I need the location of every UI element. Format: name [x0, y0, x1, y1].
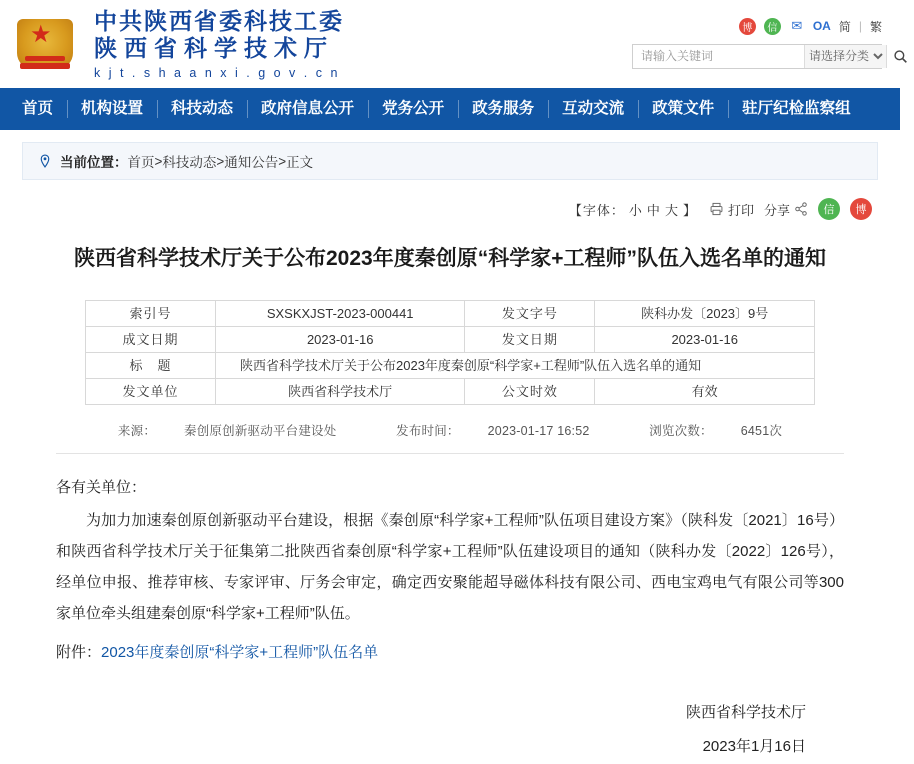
nav-item-organization[interactable]: 机构设置 [67, 88, 157, 130]
nav-item-home[interactable]: 首页 [22, 100, 54, 117]
table-row [86, 353, 815, 379]
info-value-validity: 有效 [595, 379, 815, 405]
font-size-label-open: 【字体： [568, 202, 625, 218]
font-size-medium[interactable]: 中 [646, 202, 661, 218]
site-title-block [84, 8, 344, 80]
meta-publish-value: 2023-01-17 16:52 [487, 424, 590, 438]
nav-item-interaction[interactable]: 互动交流 [548, 88, 638, 130]
org-name-line1: 中共陕西省委科技工委 [94, 8, 344, 34]
info-label-index: 索引号 [86, 301, 216, 327]
breadcrumb-item-article[interactable]: 正文 [286, 155, 314, 170]
info-value-subject: 陕西省科学技术厅关于公布2023年度秦创原“科学家+工程师”队伍入选名单的通知 [216, 353, 815, 379]
table-row [86, 301, 815, 327]
article-salutation: 各有关单位： [56, 479, 147, 496]
article-toolbar [22, 180, 878, 228]
nav-item-party-affairs[interactable]: 党务公开 [368, 88, 458, 130]
site-header [0, 0, 900, 88]
main-nav [0, 88, 900, 130]
article-body [22, 472, 878, 629]
meta-source [104, 424, 351, 438]
nav-item-info-disclosure[interactable]: 政府信息公开 [247, 88, 368, 130]
font-size-group [567, 200, 699, 219]
attachment-label: 附件： [56, 644, 102, 661]
share-wechat-icon[interactable]: 信 [818, 198, 840, 220]
info-label-subject: 标 题 [86, 353, 216, 379]
share-nodes-icon [794, 202, 808, 216]
font-size-small[interactable]: 小 [628, 202, 643, 218]
table-row [86, 379, 815, 405]
font-size-large[interactable]: 大 [664, 202, 679, 218]
breadcrumb-prefix: 当前位置： [60, 155, 128, 170]
breadcrumb-sep-1: > [154, 153, 163, 169]
search-bar [632, 44, 882, 69]
meta-publish [382, 424, 603, 438]
article-meta [22, 421, 878, 439]
table-row [86, 327, 815, 353]
breadcrumb-item-news[interactable]: 科技动态 [162, 155, 217, 170]
weibo-icon[interactable]: 博 [739, 18, 756, 35]
nav-item-discipline-group[interactable]: 驻厅纪检监察组 [728, 88, 865, 130]
info-label-publishdate: 发文日期 [465, 327, 595, 353]
page-title: 陕西省科学技术厅关于公布2023年度秦创原“科学家+工程师”队伍入选名单的通知 [74, 247, 826, 270]
search-category-select[interactable] [804, 45, 886, 68]
search-input[interactable] [633, 45, 804, 68]
share-group[interactable] [764, 200, 808, 219]
content-divider [56, 453, 844, 454]
breadcrumb-wrap [0, 130, 900, 180]
info-value-publishdate: 2023-01-16 [595, 327, 815, 353]
oa-icon[interactable]: OA [812, 19, 831, 33]
info-label-issuer: 发文单位 [86, 379, 216, 405]
info-value-writedate: 2023-01-16 [216, 327, 465, 353]
attachment-row [22, 637, 878, 668]
breadcrumb-item-notices[interactable]: 通知公告 [224, 155, 279, 170]
lang-separator: | [858, 19, 862, 33]
search-icon [893, 49, 908, 64]
document-info-table [85, 300, 815, 405]
location-pin-icon [37, 154, 52, 169]
info-value-docnumber: 陕科办发〔2023〕9号 [595, 301, 815, 327]
header-icon-row [739, 18, 882, 35]
meta-publish-label: 发布时间： [396, 424, 460, 438]
meta-source-label: 来源： [117, 424, 157, 438]
signature-date: 2023年1月16日 [702, 738, 806, 755]
info-value-index: SXSKXJST-2023-000441 [216, 301, 465, 327]
info-value-issuer: 陕西省科学技术厅 [216, 379, 465, 405]
national-emblem-icon: ★ [14, 13, 76, 75]
site-url: k j t . s h a a n x i . g o v . c n [94, 66, 340, 80]
org-name-line2: 陕西省科学技术厅 [94, 35, 334, 61]
lang-simplified-link[interactable]: 简 [838, 19, 851, 34]
search-button[interactable] [886, 45, 914, 68]
breadcrumb-sep-2: > [216, 153, 225, 169]
article-signoff [22, 668, 878, 764]
info-label-docnumber: 发文字号 [465, 301, 595, 327]
meta-source-value: 秦创原创新驱动平台建设处 [184, 424, 337, 438]
breadcrumb-sep-3: > [278, 153, 287, 169]
nav-item-gov-services[interactable]: 政务服务 [458, 88, 548, 130]
share-label: 分享 [763, 202, 790, 218]
attachment-link[interactable]: 2023年度秦创原“科学家+工程师”队伍名单 [101, 644, 379, 661]
breadcrumb-item-home[interactable]: 首页 [127, 155, 155, 170]
meta-views-value: 6451次 [740, 424, 783, 438]
print-button[interactable] [709, 200, 754, 219]
article-paragraph: 为加力加速秦创原创新驱动平台建设，根据《秦创原“科学家+工程师”队伍项目建设方案》（陕科发〔2021〕16号）和陕西省科学技术厅关于征集第二批陕西省秦创原“科学家+工程师”队伍建设项目的通知（陕科办发〔2022〕126号），经单位申报、推荐审核、专家评审、厅务会审定，确定西安聚能超导磁体科技有限公司、西电宝鸡电气有限公司等300家单位牵头组建秦创原“科学家+工程师”队伍。 [56, 512, 844, 622]
print-label: 打印 [727, 202, 754, 218]
header-right [632, 18, 882, 71]
lang-traditional-link[interactable]: 繁 [869, 19, 882, 34]
share-weibo-icon[interactable]: 博 [850, 198, 872, 220]
wechat-icon[interactable]: 信 [764, 18, 781, 35]
nav-item-policy-docs[interactable]: 政策文件 [638, 88, 728, 130]
nav-item-news[interactable]: 科技动态 [157, 88, 247, 130]
breadcrumb [22, 142, 878, 180]
meta-views [635, 424, 796, 438]
printer-icon [709, 202, 724, 216]
info-label-validity: 公文时效 [465, 379, 595, 405]
signature-org: 陕西省科学技术厅 [685, 704, 806, 721]
meta-views-label: 浏览次数： [649, 424, 713, 438]
article-content [0, 180, 900, 764]
info-label-writedate: 成文日期 [86, 327, 216, 353]
mail-icon[interactable]: ✉ [791, 18, 803, 33]
font-size-label-close: 】 [682, 202, 697, 218]
